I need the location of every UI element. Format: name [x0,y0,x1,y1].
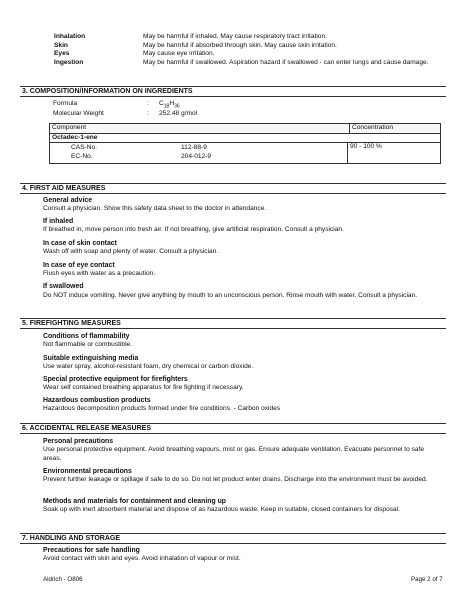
eye-contact-heading: In case of eye contact [43,262,115,269]
skin-contact-text: Wash off with soap and plenty of water. Consult a physician. [43,248,219,255]
table-header-row [50,124,440,134]
section-6-header: 6. ACCIDENTAL RELEASE MEASURES [20,423,446,434]
molecular-weight-colon: : [147,110,149,117]
footer-page-number: Page 2 of 7 [411,576,443,583]
hazard-row [54,42,434,51]
ec-value: 204-012-9 [181,152,212,160]
hazard-routes-list [54,33,434,67]
component-identifiers [50,143,348,163]
formula-c-subscript: 18 [163,103,170,110]
formula-h-subscript: 36 [174,103,180,110]
flammability-heading: Conditions of flammability [43,333,130,340]
concentration-column-header: Concentration [352,124,394,131]
formula-colon: : [147,100,149,107]
hazard-route-text: May cause eye irritation. [143,50,215,58]
firefighter-equipment-text: Wear self contained breathing apparatus for fire fighting if necessary. [43,384,244,391]
composition-table [49,123,441,164]
containment-methods-text: Soak up with inert absorbent material and dispose of as hazardous waste. Keep in suitable, closed containers for disposal. [43,506,401,513]
hazard-row [54,50,434,59]
hazard-row [54,59,434,68]
section-3-header: 3. COMPOSITION/INFORMATION ON INGREDIENTS [20,86,446,97]
component-column-header: Component [50,124,350,133]
section-5-header: 5. FIREFIGHTING MEASURES [20,318,446,329]
combustion-products-text: Hazardous decomposition products formed under fire conditions. - Carbon oxides [43,405,281,412]
extinguishing-media-text: Use water spray, alcohol-resistant foam, dry chemical or carbon dioxide. [43,363,254,370]
ec-row [50,153,347,162]
personal-precautions-text: Use personal protective equipment. Avoid breathing vapours, mist or gas. Ensure adequate ventilation. Evacuate personnel to safe areas. [43,446,425,462]
safe-handling-text: Avoid contact with skin and eyes. Avoid inhalation of vapour or mist. [43,555,241,562]
general-advice-text: Consult a physician. Show this safety data sheet to the doctor in attendance. [43,205,267,212]
combustion-products-heading: Hazardous combustion products [43,397,151,404]
containment-methods-heading: Methods and materials for containment and cleaning up [43,498,227,505]
if-swallowed-heading: If swallowed [43,283,84,290]
cas-row [50,144,347,153]
hazard-route-label: Eyes [54,50,70,58]
environmental-precautions-text: Prevent further leakage or spillage if safe to do so. Do not let product enter drains. Discharge into the environment must be avoided. [43,476,428,483]
concentration-value: 90 - 100 % [350,143,382,151]
if-inhaled-heading: If inhaled [43,218,74,225]
flammability-text: Not flammable or combustible. [43,341,133,348]
if-swallowed-text: Do NOT induce vomiting. Never give anything by mouth to an unconscious person. Rinse mouth with water. Consult a physician. [43,292,418,299]
ec-label: EC-No. [71,152,93,160]
skin-contact-heading: In case of skin contact [43,240,117,247]
hazard-row [54,33,434,42]
eye-contact-text: Flush eyes with water as a precaution. [43,270,156,277]
component-name: Octadec-1-ene [50,134,440,144]
if-inhaled-text: If breathed in, move person into fresh air. If not breathing, give artificial respiration. Consult a physician. [43,226,344,233]
cas-label: CAS-No. [71,144,98,152]
molecular-weight-value: 252.48 g/mol [159,110,198,117]
hazard-route-text: May be harmful if inhaled. May cause respiratory tract irritation. [143,33,327,40]
molecular-weight-label: Molecular Weight [53,110,104,117]
molecular-weight-row [53,110,197,119]
formula-h: H [169,100,175,107]
table-row [50,143,440,163]
section-4-header: 4. FIRST AID MEASURES [20,183,446,194]
formula-label: Formula [53,100,78,107]
footer-product-code: Aldrich - O806 [43,576,83,583]
section-7-header: 7. HANDLING AND STORAGE [20,533,446,544]
hazard-route-text: May be harmful if absorbed through skin. May cause skin irritation. [143,41,337,49]
hazard-route-label: Skin [54,41,68,49]
general-advice-heading: General advice [43,197,93,204]
extinguishing-media-heading: Suitable extinguishing media [43,355,139,362]
cas-value: 112-88-9 [181,144,207,152]
environmental-precautions-heading: Environmental precautions [43,468,132,475]
safe-handling-heading: Precautions for safe handling [43,547,140,554]
firefighter-equipment-heading: Special protective equipment for firefighters [43,376,188,383]
hazard-route-label: Inhalation [54,33,86,40]
hazard-route-label: Ingestion [54,58,84,66]
hazard-route-text: May be harmful if swallowed. Aspiration hazard if swallowed - can enter lungs and cause damage. [143,58,429,66]
personal-precautions-heading: Personal precautions [43,438,114,445]
formula-c: C [159,100,164,107]
